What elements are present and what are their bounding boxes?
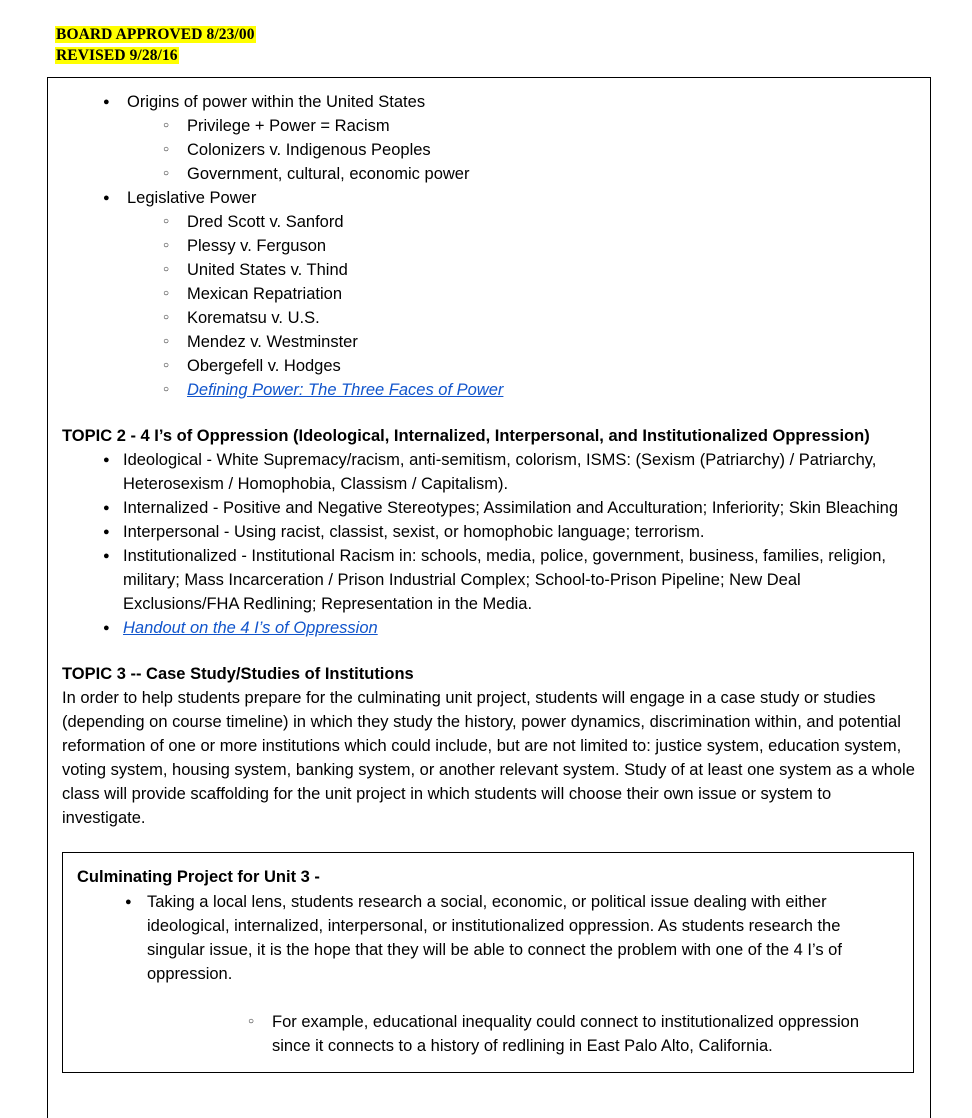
section-spacer: [62, 402, 916, 424]
list-item: [127, 306, 916, 330]
list-item: [62, 520, 916, 544]
list-item: [127, 354, 916, 378]
board-approved-text: BOARD APPROVED 8/23/00: [56, 26, 255, 43]
topic2-bullet-list: [62, 448, 916, 640]
outline-sublist-origins: [127, 114, 916, 186]
list-item: [62, 544, 916, 616]
approval-stamp: [55, 24, 256, 66]
outline-sub-label: Plessy v. Ferguson: [187, 237, 327, 255]
revised-text: REVISED 9/28/16: [56, 47, 178, 64]
outline-sublist-legislative: [127, 210, 916, 402]
culminating-project-title: Culminating Project for Unit 3 -: [77, 868, 320, 886]
outline-sub-label: Korematsu v. U.S.: [187, 309, 320, 327]
outline-sub-label: Privilege + Power = Racism: [187, 117, 390, 135]
document-body-frame: [47, 77, 931, 1118]
revised-line: [55, 45, 256, 66]
document-content: [48, 78, 930, 1073]
list-item: [127, 210, 916, 234]
topic1-outline-list: [62, 90, 916, 402]
culminating-project-box: [62, 852, 914, 1073]
outline-group-label: Origins of power within the United States: [127, 93, 426, 111]
list-item: [127, 234, 916, 258]
outline-sub-label: Dred Scott v. Sanford: [187, 213, 344, 231]
link-handout-4is[interactable]: Handout on the 4 I’s of Oppression: [123, 619, 378, 637]
topic3-paragraph: In order to help students prepare for the culminating unit project, students will engage in a case study or studies (depending on course timeline) in which they study the history, power dynamics, discrimination within, and potential reformation of one or more institutions which could include, but are not limited to: justice system, education system, voting system, housing system, banking system, or another relevant system. Study of at least one system as a whole class will provide scaffolding for the unit project in which students will choose their own issue or system to investigate.: [62, 689, 915, 827]
outline-sub-label: Mexican Repatriation: [187, 285, 342, 303]
outline-sub-label: Obergefell v. Hodges: [187, 357, 341, 375]
culminating-project-list: [77, 890, 899, 1058]
list-item: [62, 496, 916, 520]
topic2-heading: TOPIC 2 - 4 I’s of Oppression (Ideological, Internalized, Interpersonal, and Institutionalized Oppression): [62, 427, 870, 445]
list-item: [127, 258, 916, 282]
outline-sub-label: United States v. Thind: [187, 261, 348, 279]
list-item: [147, 1010, 899, 1058]
list-item: [127, 162, 916, 186]
outline-group-legislative-power: [62, 186, 916, 402]
topic2-bullet-text: Interpersonal - Using racist, classist, sexist, or homophobic language; terrorism.: [123, 523, 705, 541]
outline-sub-label: Mendez v. Westminster: [187, 333, 358, 351]
topic2-bullet-text: Internalized - Positive and Negative Stereotypes; Assimilation and Acculturation; Inferiority; Skin Bleaching: [123, 499, 898, 517]
list-item: [62, 448, 916, 496]
topic3-heading: TOPIC 3 -- Case Study/Studies of Institutions: [62, 665, 414, 683]
list-item: [127, 378, 916, 402]
outline-sub-label: Colonizers v. Indigenous Peoples: [187, 141, 431, 159]
outline-sub-label: Government, cultural, economic power: [187, 165, 470, 183]
board-approved-line: [55, 24, 256, 45]
culminating-project-example-text: For example, educational inequality could connect to institutionalized oppression since it connects to a history of redlining in East Palo Alto, California.: [272, 1013, 860, 1055]
topic2-bullet-text: Institutionalized - Institutional Racism in: schools, media, police, government, business, families, religion, military; Mass Incarceration / Prison Industrial Complex; School-to-Prison Pipeline; New Deal Exclusions/FHA Redlining; Representation in the Media.: [123, 547, 887, 613]
list-item: [77, 890, 899, 1058]
outline-group-origins: [62, 90, 916, 186]
link-defining-power[interactable]: Defining Power: The Three Faces of Power: [187, 381, 504, 399]
list-item: [127, 282, 916, 306]
culminating-project-sublist: [147, 1010, 899, 1058]
list-item: [127, 114, 916, 138]
culminating-project-main-text: Taking a local lens, students research a social, economic, or political issue dealing with either ideological, internalized, interpersonal, or institutionalized oppression. As students research the singular issue, it is the hope that they will be able to connect the problem with one of the 4 I’s of oppression.: [147, 893, 842, 983]
topic2-bullet-text: Ideological - White Supremacy/racism, anti-semitism, colorism, ISMS: (Sexism (Patriarchy) / Patriarchy, Heterosexism / Homophobia, Classism / Capitalism).: [123, 451, 877, 493]
section-spacer: [62, 640, 916, 662]
list-item: [62, 616, 916, 640]
list-item: [127, 330, 916, 354]
outline-group-label: Legislative Power: [127, 189, 257, 207]
list-item: [127, 138, 916, 162]
